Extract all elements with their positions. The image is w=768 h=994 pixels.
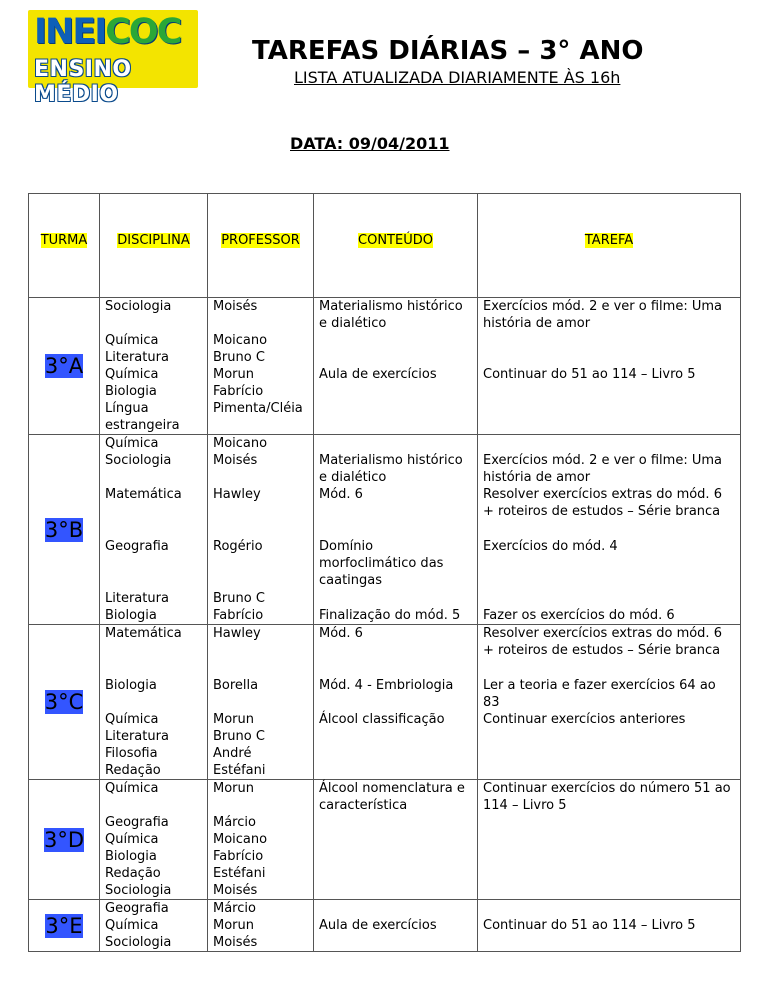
disciplina-cell: Literatura (100, 590, 208, 607)
disciplina-cell: Literatura (100, 349, 208, 366)
disciplina-cell: Biologia (100, 677, 208, 711)
disciplina-cell: Biologia (100, 607, 208, 625)
tarefa-cell (478, 349, 741, 366)
disciplina-cell: Química (100, 435, 208, 453)
tarefa-cell (478, 590, 741, 607)
conteudo-cell (314, 934, 478, 952)
professor-cell: Estéfani (208, 762, 314, 780)
tarefa-cell (478, 383, 741, 400)
turma-cell (29, 625, 100, 780)
disciplina-cell: Redação (100, 865, 208, 882)
professor-cell: Fabrício (208, 383, 314, 400)
date-heading: DATA: 09/04/2011 (290, 134, 450, 153)
professor-cell: Hawley (208, 625, 314, 678)
table-row (29, 486, 741, 538)
tarefa-cell: Ler a teoria e fazer exercícios 64 ao 83 (478, 677, 741, 711)
table-row (29, 400, 741, 435)
turma-label: 3°B (44, 517, 84, 542)
table-row (29, 349, 741, 366)
table-row (29, 677, 741, 711)
conteudo-cell (314, 848, 478, 865)
conteudo-cell (314, 882, 478, 900)
disciplina-cell: Geografia (100, 814, 208, 831)
professor-cell: Morun (208, 711, 314, 728)
table-row (29, 934, 741, 952)
professor-cell: Estéfani (208, 865, 314, 882)
turma-label: 3°D (43, 827, 85, 852)
disciplina-cell: Sociologia (100, 934, 208, 952)
logo-text-coc: COC (105, 12, 181, 52)
table-row (29, 882, 741, 900)
table-row (29, 366, 741, 383)
conteudo-cell: Aula de exercícios (314, 917, 478, 934)
tarefa-cell: Continuar do 51 ao 114 – Livro 5 (478, 366, 741, 383)
logo-text-ensino-medio: ENSINO MÉDIO (34, 57, 132, 107)
tarefa-cell (478, 865, 741, 882)
table-row (29, 452, 741, 486)
conteudo-cell (314, 865, 478, 882)
table-row (29, 435, 741, 453)
table-row (29, 917, 741, 934)
disciplina-cell: Geografia (100, 538, 208, 590)
disciplina-cell: Química (100, 711, 208, 728)
professor-cell: Morun (208, 917, 314, 934)
professor-cell: Bruno C (208, 590, 314, 607)
professor-cell: Moisés (208, 298, 314, 333)
table-row (29, 590, 741, 607)
header-disciplina: DISCIPLINA (100, 194, 208, 298)
table-row (29, 607, 741, 625)
professor-cell: Pimenta/Cléia (208, 400, 314, 435)
professor-cell: Rogério (208, 538, 314, 590)
conteudo-cell (314, 900, 478, 918)
tarefa-cell (478, 934, 741, 952)
table-row (29, 780, 741, 815)
professor-cell: Morun (208, 780, 314, 815)
conteudo-cell: Finalização do mód. 5 (314, 607, 478, 625)
disciplina-cell: Matemática (100, 625, 208, 678)
tarefa-cell (478, 728, 741, 745)
header-conteudo: CONTEÚDO (314, 194, 478, 298)
turma-label: 3°E (45, 913, 83, 938)
table-row (29, 625, 741, 678)
conteudo-cell: Domínio morfoclimático das caatingas (314, 538, 478, 590)
tarefa-cell (478, 332, 741, 349)
professor-cell: Moisés (208, 934, 314, 952)
conteudo-cell (314, 728, 478, 745)
disciplina-cell: Química (100, 831, 208, 848)
tarefa-cell: Continuar do 51 ao 114 – Livro 5 (478, 917, 741, 934)
table-row (29, 538, 741, 590)
tarefa-cell: Exercícios do mód. 4 (478, 538, 741, 590)
table-row (29, 383, 741, 400)
page-subtitle: LISTA ATUALIZADA DIARIAMENTE ÀS 16h (294, 68, 621, 87)
disciplina-cell: Sociologia (100, 298, 208, 333)
conteudo-cell (314, 400, 478, 435)
tarefa-cell: Exercícios mód. 2 e ver o filme: Uma história de amor (478, 298, 741, 333)
table-row (29, 728, 741, 745)
turma-cell (29, 900, 100, 952)
table-row (29, 298, 741, 333)
turma-cell (29, 435, 100, 625)
conteudo-cell: Aula de exercícios (314, 366, 478, 383)
tarefa-cell: Resolver exercícios extras do mód. 6 + roteiros de estudos – Série branca (478, 625, 741, 678)
disciplina-cell: Química (100, 366, 208, 383)
professor-cell: Márcio (208, 814, 314, 831)
tarefa-cell: Fazer os exercícios do mód. 6 (478, 607, 741, 625)
header-tarefa: TAREFA (478, 194, 741, 298)
turma-label: 3°A (44, 354, 84, 378)
conteudo-cell: Álcool classificação (314, 711, 478, 728)
turma-label: 3°C (44, 690, 84, 714)
disciplina-cell: Redação (100, 762, 208, 780)
conteudo-cell: Materialismo histórico e dialético (314, 298, 478, 333)
disciplina-cell: Química (100, 917, 208, 934)
tarefa-cell (478, 762, 741, 780)
tarefa-cell (478, 900, 741, 918)
table-row (29, 848, 741, 865)
professor-cell: Fabrício (208, 848, 314, 865)
inei-coc-logo (28, 10, 198, 107)
header-turma: TURMA (29, 194, 100, 298)
conteudo-cell (314, 590, 478, 607)
professor-cell: Moicano (208, 332, 314, 349)
disciplina-cell: Literatura (100, 728, 208, 745)
professor-cell: Borella (208, 677, 314, 711)
conteudo-cell (314, 383, 478, 400)
disciplina-cell: Geografia (100, 900, 208, 918)
professor-cell: Bruno C (208, 349, 314, 366)
conteudo-cell: Mód. 6 (314, 625, 478, 678)
table-row (29, 900, 741, 918)
tarefa-cell (478, 435, 741, 453)
tarefa-cell (478, 745, 741, 762)
disciplina-cell: Biologia (100, 383, 208, 400)
table-row (29, 745, 741, 762)
tarefa-cell (478, 831, 741, 848)
conteudo-cell (314, 435, 478, 453)
professor-cell: Moisés (208, 882, 314, 900)
professor-cell: Moisés (208, 452, 314, 486)
table-row (29, 332, 741, 349)
professor-cell: Bruno C (208, 728, 314, 745)
logo-text-inei: INEI (34, 12, 106, 52)
tarefa-cell (478, 848, 741, 865)
tarefa-cell: Exercícios mód. 2 e ver o filme: Uma história de amor (478, 452, 741, 486)
conteudo-cell (314, 831, 478, 848)
disciplina-cell: Filosofia (100, 745, 208, 762)
disciplina-cell: Sociologia (100, 452, 208, 486)
turma-cell (29, 298, 100, 435)
conteudo-cell: Mód. 6 (314, 486, 478, 538)
table-row (29, 762, 741, 780)
conteudo-cell: Álcool nomenclatura e característica (314, 780, 478, 815)
tarefa-cell: Continuar exercícios anteriores (478, 711, 741, 728)
tarefa-cell: Continuar exercícios do número 51 ao 114 – Livro 5 (478, 780, 741, 815)
disciplina-cell: Química (100, 332, 208, 349)
conteudo-cell (314, 745, 478, 762)
tarefa-cell: Resolver exercícios extras do mód. 6 + roteiros de estudos – Série branca (478, 486, 741, 538)
table-body (29, 298, 741, 952)
conteudo-cell (314, 814, 478, 831)
professor-cell: André (208, 745, 314, 762)
disciplina-cell: Química (100, 780, 208, 815)
conteudo-cell (314, 762, 478, 780)
table-header-row (29, 194, 741, 298)
professor-cell: Hawley (208, 486, 314, 538)
table-row (29, 814, 741, 831)
conteudo-cell: Materialismo histórico e dialético (314, 452, 478, 486)
tasks-table (28, 193, 741, 952)
table-row (29, 865, 741, 882)
professor-cell: Moicano (208, 831, 314, 848)
conteudo-cell (314, 349, 478, 366)
professor-cell: Morun (208, 366, 314, 383)
professor-cell: Márcio (208, 900, 314, 918)
conteudo-cell: Mód. 4 - Embriologia (314, 677, 478, 711)
disciplina-cell: Língua estrangeira (100, 400, 208, 435)
tarefa-cell (478, 882, 741, 900)
page-title: TAREFAS DIÁRIAS – 3° ANO (252, 36, 644, 66)
disciplina-cell: Sociologia (100, 882, 208, 900)
header-professor: PROFESSOR (208, 194, 314, 298)
conteudo-cell (314, 332, 478, 349)
disciplina-cell: Biologia (100, 848, 208, 865)
professor-cell: Moicano (208, 435, 314, 453)
professor-cell: Fabrício (208, 607, 314, 625)
tarefa-cell (478, 814, 741, 831)
turma-cell (29, 780, 100, 900)
table-row (29, 831, 741, 848)
tarefa-cell (478, 400, 741, 435)
table-row (29, 711, 741, 728)
disciplina-cell: Matemática (100, 486, 208, 538)
